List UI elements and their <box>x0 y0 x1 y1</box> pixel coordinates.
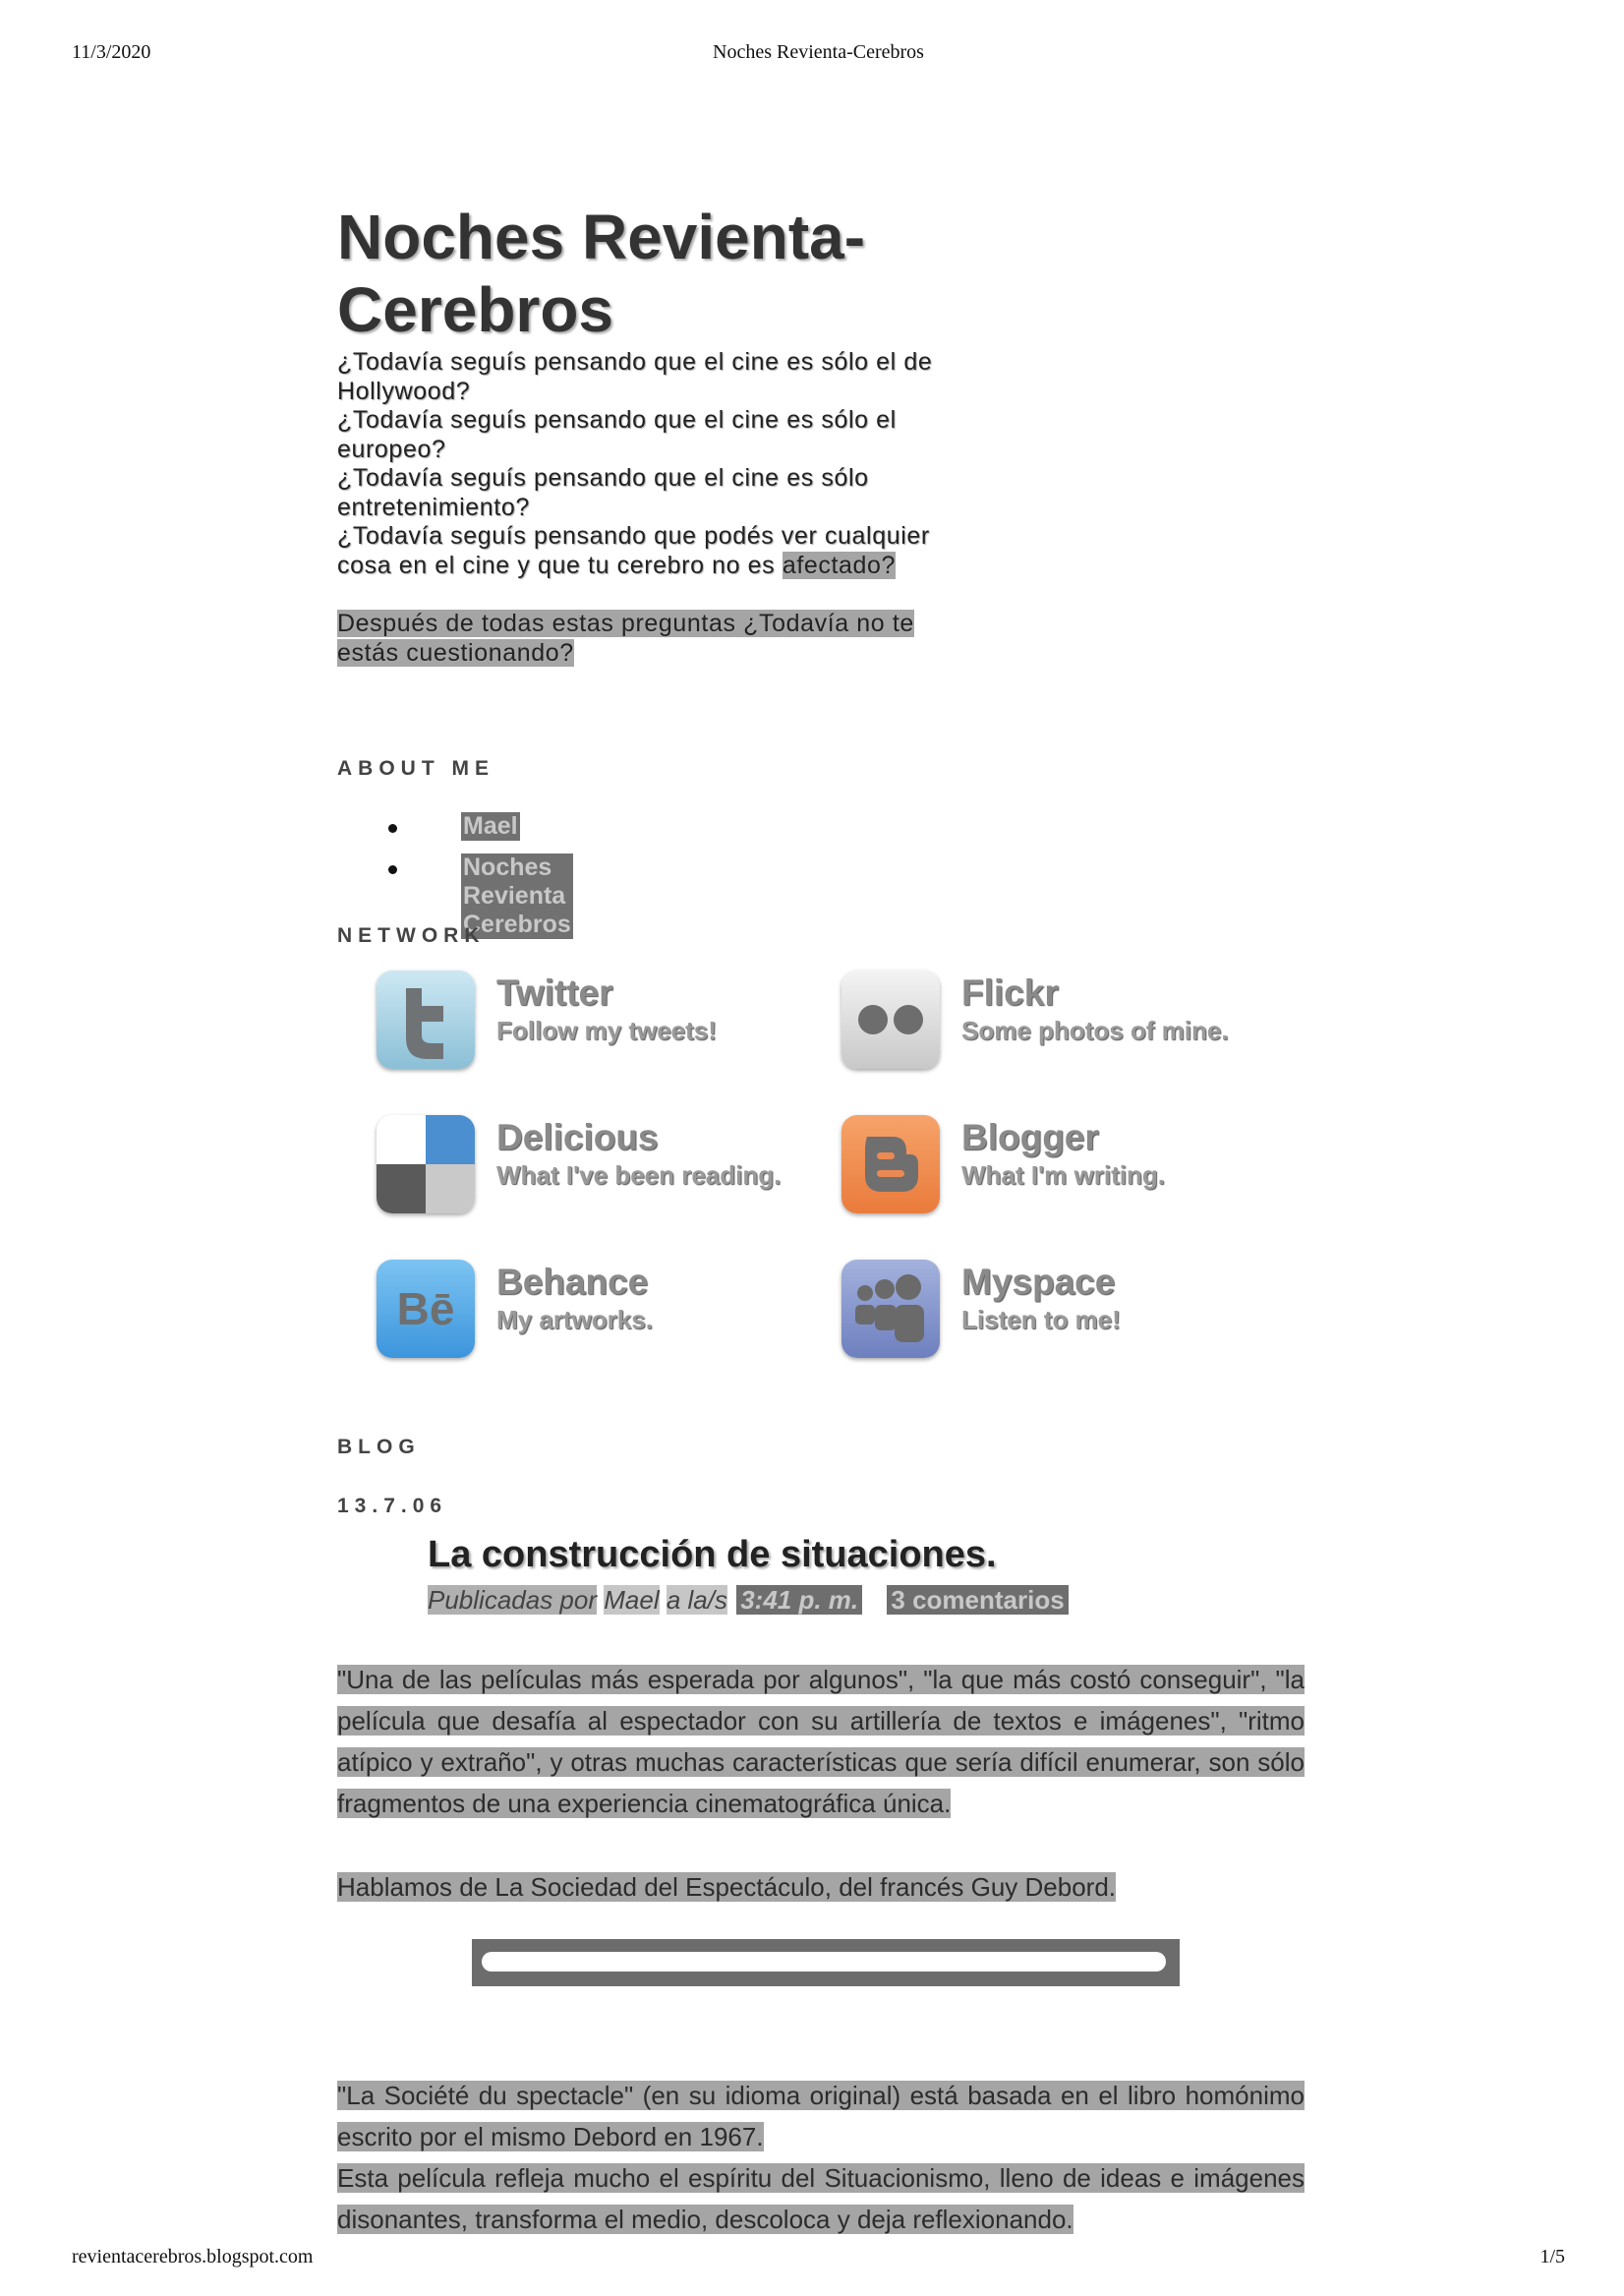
blogger-icon <box>841 1115 940 1213</box>
network-desc: Listen to me! <box>961 1305 1121 1334</box>
network-name: Flickr <box>961 972 1059 1013</box>
post-date: 13.7.06 <box>337 1495 448 1517</box>
about-link-blog-profile[interactable]: Noches Revienta Cerebros <box>463 854 571 938</box>
closing-text: Después de todas estas preguntas ¿Todavía no te estás cuestionando? <box>337 610 914 667</box>
about-heading: ABOUT ME <box>337 757 494 780</box>
blog-heading: BLOG <box>337 1436 421 1458</box>
network-item-myspace[interactable] <box>841 1260 1294 1362</box>
delicious-icon <box>377 1115 475 1213</box>
post-author[interactable]: Mael <box>604 1585 660 1615</box>
network-name: Behance <box>496 1262 649 1302</box>
post-paragraph-text: Esta película refleja mucho el espíritu del Situacionismo, lleno de ideas e imágenes disonantes, transforma el medio, descoloca y deja reflexionando. <box>337 2163 1305 2234</box>
network-heading: NETWORK <box>337 924 486 947</box>
post-paragraph <box>337 2075 1305 2240</box>
post-paragraph-text: "La Société du spectacle" (en su idioma original) está basada en el libro homónimo escrito por el mismo Debord en 1967. <box>337 2081 1305 2151</box>
network-desc: My artworks. <box>496 1305 653 1334</box>
post-comments-link[interactable]: 3 comentarios <box>887 1585 1068 1615</box>
network-desc: Some photos of mine. <box>961 1016 1229 1045</box>
behance-icon <box>377 1260 475 1358</box>
post-paragraph-text: "Una de las películas más esperada por algunos", "la que más costó conseguir", "la película que desafía al espectador con su artillería de textos e imágenes", "ritmo atípico y extraño", y otras muchas características que sería difícil enumerar, son sólo fragmentos de una experiencia cinematográfica única. <box>337 1665 1305 1818</box>
print-page-number: 1/5 <box>1539 2246 1565 2267</box>
print-date: 11/3/2020 <box>72 41 151 63</box>
network-desc: What I've been reading. <box>496 1160 782 1190</box>
print-url: revientacerebros.blogspot.com <box>72 2246 314 2267</box>
description-question-highlight: afectado? <box>782 551 897 579</box>
post-paragraph <box>337 1659 1305 1824</box>
network-item-twitter[interactable] <box>377 971 829 1073</box>
twitter-icon <box>377 971 475 1069</box>
network-desc: Follow my tweets! <box>496 1016 717 1045</box>
myspace-icon <box>841 1260 940 1358</box>
flickr-icon <box>841 971 940 1069</box>
description-question <box>337 522 966 580</box>
description-question: ¿Todavía seguís pensando que el cine es sólo entretenimiento? <box>337 464 869 521</box>
network-name: Myspace <box>961 1262 1116 1302</box>
post-paragraph <box>337 1866 1305 1908</box>
video-progress-track[interactable] <box>482 1952 1166 1972</box>
description-question: ¿Todavía seguís pensando que el cine es sólo el europeo? <box>337 406 897 463</box>
network-name: Blogger <box>961 1117 1099 1157</box>
post-title[interactable]: La construcción de situaciones. <box>428 1534 997 1575</box>
byline-at: a la/s <box>666 1585 727 1615</box>
description-closing <box>337 610 966 668</box>
network-desc: What I'm writing. <box>961 1160 1165 1190</box>
byline-prefix: Publicadas por <box>428 1585 597 1615</box>
network-item-delicious[interactable] <box>377 1115 829 1217</box>
description-question-text: ¿Todavía seguís pensando que podés ver cualquier cosa en el cine y que tu cerebro no es <box>337 522 930 579</box>
print-page-title: Noches Revienta-Cerebros <box>713 41 924 63</box>
network-name: Twitter <box>496 972 613 1013</box>
svg-text:Bē: Bē <box>396 1283 455 1334</box>
network-name: Delicious <box>496 1117 659 1157</box>
network-item-behance[interactable] <box>377 1260 829 1362</box>
blog-description <box>337 348 966 668</box>
post-paragraph-text: Hablamos de La Sociedad del Espectáculo, del francés Guy Debord. <box>337 1872 1117 1902</box>
post-time-link[interactable]: 3:41 p. m. <box>736 1585 862 1615</box>
about-link-mael[interactable]: Mael <box>463 812 518 840</box>
embedded-video-player[interactable] <box>472 1939 1180 1986</box>
description-question: ¿Todavía seguís pensando que el cine es sólo el de Hollywood? <box>337 348 933 405</box>
network-item-flickr[interactable] <box>841 971 1294 1073</box>
blog-title[interactable]: Noches Revienta-Cerebros <box>337 202 866 345</box>
network-item-blogger[interactable] <box>841 1115 1294 1217</box>
post-byline <box>428 1585 1069 1616</box>
